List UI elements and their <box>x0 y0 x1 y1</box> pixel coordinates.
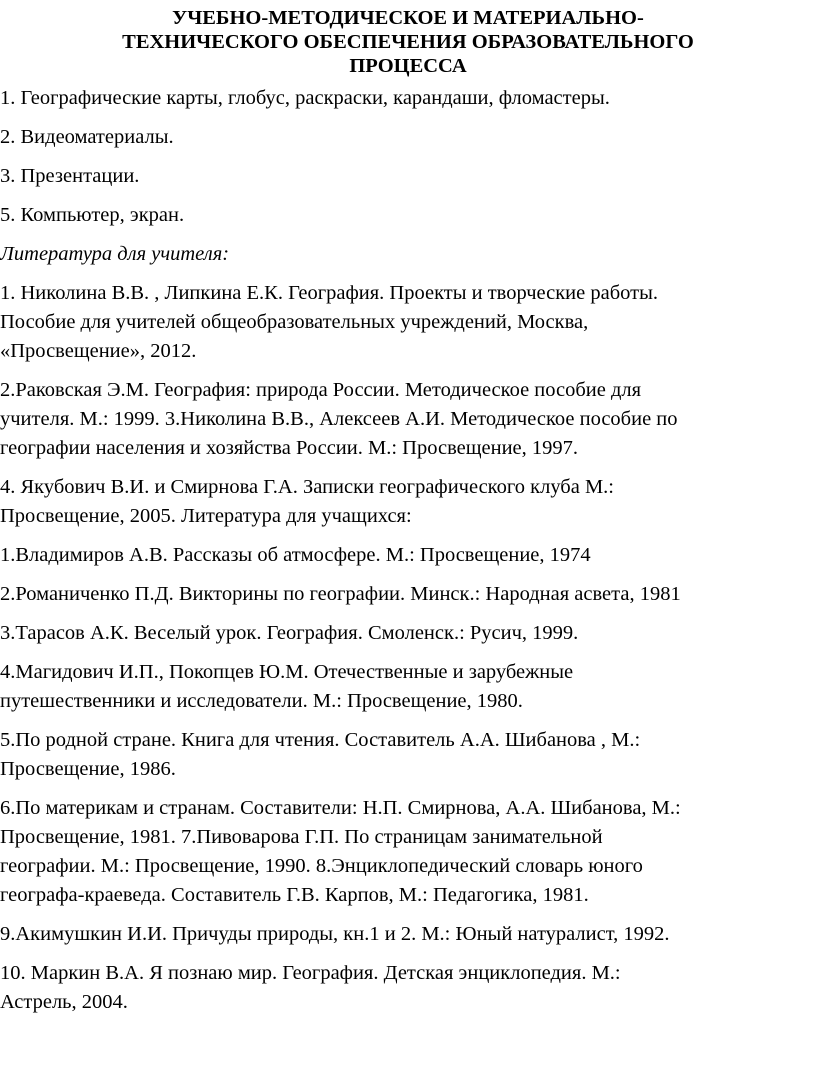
title-line: ПРОЦЕССА <box>349 55 467 77</box>
text-line: географии населения и хозяйства России. М.: Просвещение, 1997. <box>0 437 579 459</box>
reference-item <box>0 376 816 463</box>
text-line: Пособие для учителей общеобразовательных учреждений, Москва, <box>0 311 589 333</box>
text-line: Просвещение, 1986. <box>0 758 176 780</box>
text-line: 4. Якубович В.И. и Смирнова Г.А. Записки географического клуба М.: <box>0 476 614 498</box>
material-item-video <box>0 123 816 152</box>
text-line: 9.Акимушкин И.И. Причуды природы, кн.1 и 2. М.: Юный натуралист, 1992. <box>0 923 670 945</box>
reference-item <box>0 279 816 366</box>
reference-item <box>0 580 816 609</box>
text-line: географии. М.: Просвещение, 1990. 8.Энциклопедический словарь юного <box>0 855 643 877</box>
text-line: 2.Раковская Э.М. География: природа России. Методическое пособие для <box>0 379 642 401</box>
reference-item <box>0 726 816 784</box>
reference-item <box>0 794 816 910</box>
text-line: 3.Тарасов А.К. Веселый урок. География. Смоленск.: Русич, 1999. <box>0 622 579 644</box>
document-title <box>40 6 776 78</box>
text-line: Просвещение, 2005. Литература для учащихся: <box>0 505 412 527</box>
reference-item <box>0 959 816 1017</box>
reference-item <box>0 473 816 531</box>
text-line: 1. Николина В.В. , Липкина Е.К. География. Проекты и творческие работы. <box>0 282 658 304</box>
text-line: 6.По материкам и странам. Составители: Н.П. Смирнова, А.А. Шибанова, М.: <box>0 797 681 819</box>
text-line: 1.Владимиров А.В. Рассказы об атмосфере. М.: Просвещение, 1974 <box>0 544 591 566</box>
document-body <box>0 84 816 1027</box>
text-line: 1. Географические карты, глобус, раскраски, карандаши, фломастеры. <box>0 87 610 109</box>
reference-item <box>0 541 816 570</box>
reference-item <box>0 920 816 949</box>
title-line: УЧЕБНО-МЕТОДИЧЕСКОЕ И МАТЕРИАЛЬНО- <box>172 7 644 29</box>
reference-item <box>0 619 816 648</box>
material-item-computer <box>0 201 816 230</box>
text-line: учителя. М.: 1999. 3.Николина В.В., Алексеев А.И. Методическое пособие по <box>0 408 678 430</box>
text-line: Астрель, 2004. <box>0 991 128 1013</box>
reference-item <box>0 658 816 716</box>
material-item-presentations <box>0 162 816 191</box>
title-line: ТЕХНИЧЕСКОГО ОБЕСПЕЧЕНИЯ ОБРАЗОВАТЕЛЬНОГО <box>122 31 694 53</box>
material-item-maps <box>0 84 816 113</box>
text-line: Просвещение, 1981. 7.Пивоварова Г.П. По страницам занимательной <box>0 826 603 848</box>
text-line: 5.По родной стране. Книга для чтения. Составитель А.А. Шибанова , М.: <box>0 729 641 751</box>
text-line: путешественники и исследователи. М.: Просвещение, 1980. <box>0 690 523 712</box>
text-line: 3. Презентации. <box>0 165 140 187</box>
text-line: 5. Компьютер, экран. <box>0 204 185 226</box>
teacher-literature-heading <box>0 240 816 269</box>
text-line: 4.Магидович И.П., Покопцев Ю.М. Отечественные и зарубежные <box>0 661 574 683</box>
text-line: 10. Маркин В.А. Я познаю мир. География. Детская энциклопедия. М.: <box>0 962 621 984</box>
text-line: Литература для учителя: <box>0 243 230 265</box>
text-line: 2.Романиченко П.Д. Викторины по географии. Минск.: Народная асвета, 1981 <box>0 583 681 605</box>
text-line: «Просвещение», 2012. <box>0 340 197 362</box>
text-line: 2. Видеоматериалы. <box>0 126 174 148</box>
text-line: географа-краеведа. Составитель Г.В. Карпов, М.: Педагогика, 1981. <box>0 884 589 906</box>
